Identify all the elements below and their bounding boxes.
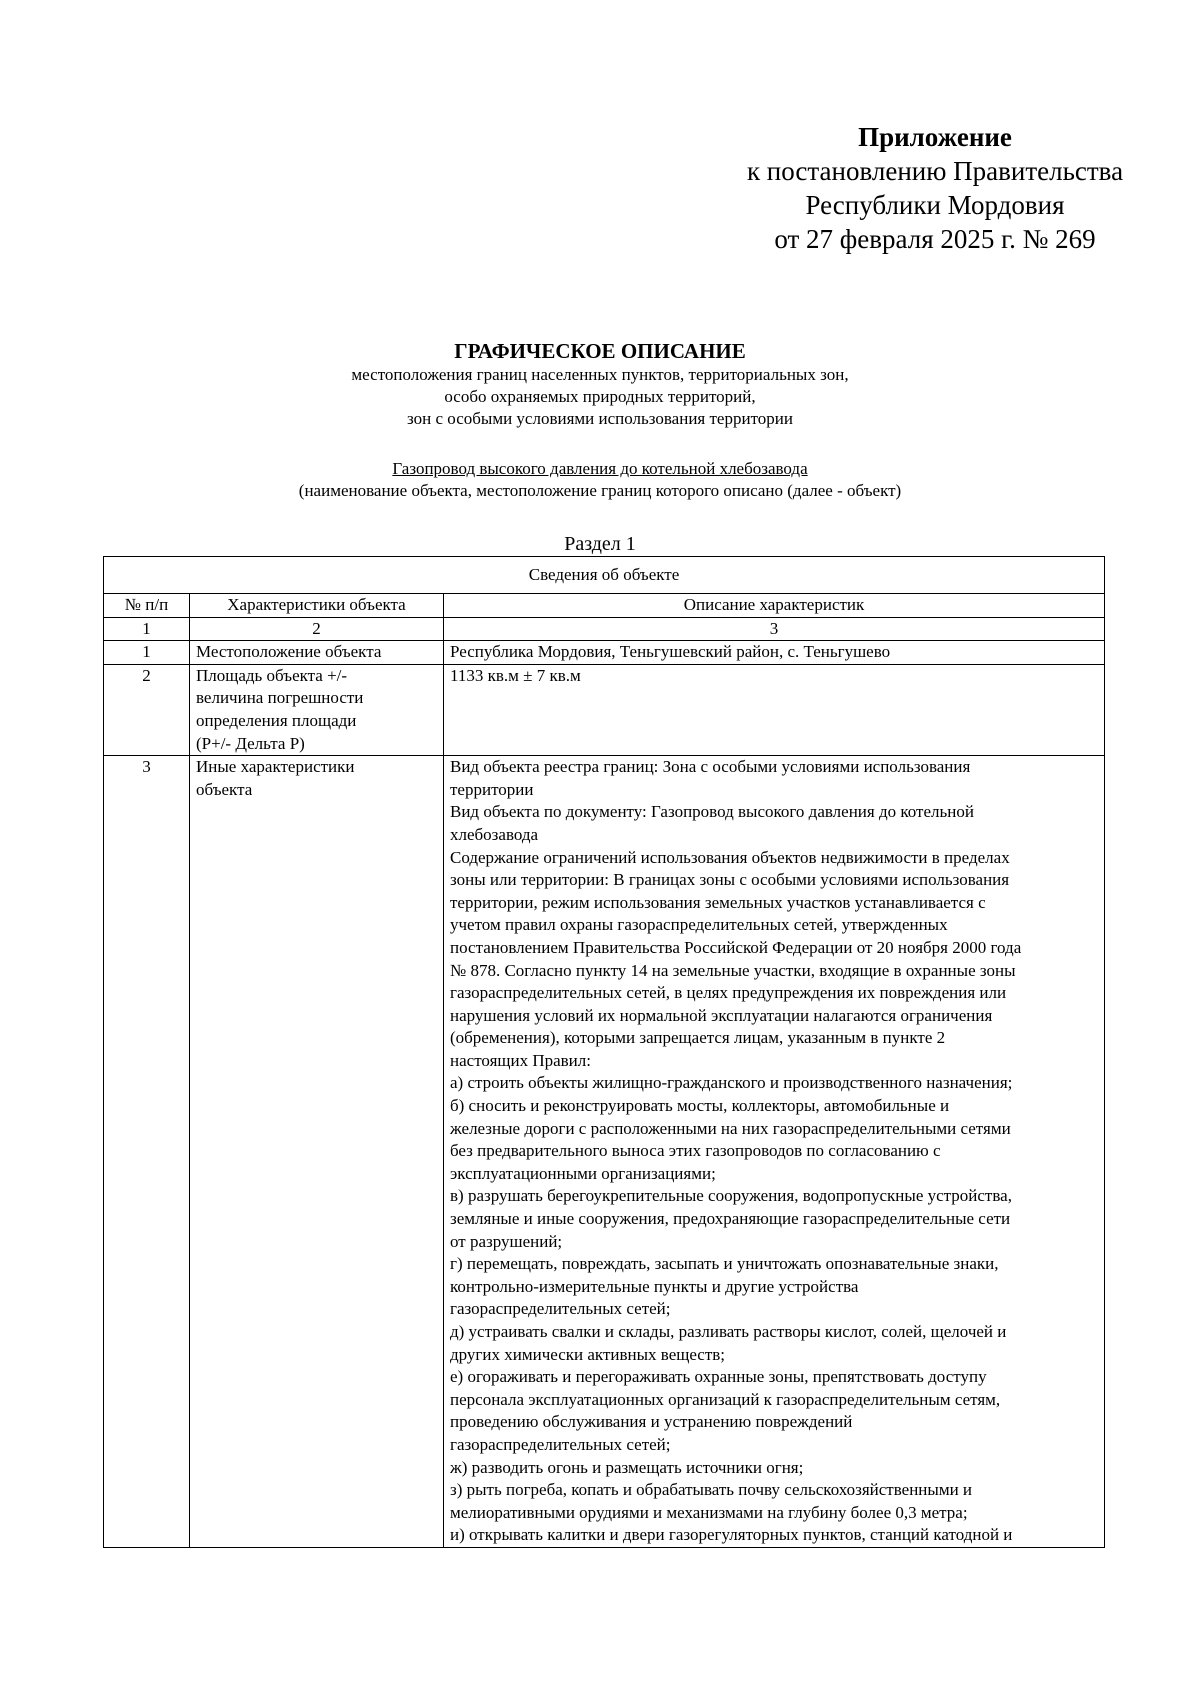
text-line: д) устраивать свалки и склады, разливать растворы кислот, солей, щелочей и — [450, 1322, 1007, 1341]
row-number: 2 — [104, 664, 190, 755]
object-info-table — [103, 556, 1105, 1548]
text-line: персонала эксплуатационных организаций к газораспределительным сетям, — [450, 1389, 1001, 1409]
text-line: определения площади — [196, 710, 357, 730]
row-description — [444, 641, 1105, 665]
row-description — [444, 664, 1105, 755]
text-line: железные дороги с расположенными на них газораспределительными сетями — [450, 1118, 1011, 1138]
text-line: Содержание ограничений использования объектов недвижимости в пределах — [450, 847, 1010, 867]
table-row — [104, 641, 1105, 665]
text-line: а) строить объекты жилищно-гражданского и производственного назначения; — [450, 1073, 1013, 1093]
text-line: объекта — [196, 779, 253, 799]
text-line: Вид объекта реестра границ: Зона с особыми условиями использования — [450, 757, 971, 777]
row-characteristic — [190, 664, 444, 755]
table-numbering-row — [104, 617, 1105, 641]
text-line: и) открывать калитки и двери газорегуляторных пунктов, станций катодной и — [450, 1525, 1013, 1545]
text-line: (P+/- Дельта P) — [196, 733, 305, 753]
text-line: территории — [450, 779, 534, 799]
row-characteristic — [190, 756, 444, 1548]
row-characteristic — [190, 641, 444, 665]
header-description: Описание характеристик — [444, 594, 1105, 618]
section-label: Раздел 1 — [564, 533, 636, 555]
header-number: № п/п — [104, 594, 190, 618]
text-line: величина погрешности — [196, 688, 364, 708]
text-line: контрольно-измерительные пункты и другие устройства — [450, 1276, 859, 1296]
annex-line-3: от 27 февраля 2025 г. № 269 — [774, 224, 1096, 254]
text-line: от разрушений; — [450, 1231, 563, 1251]
text-line: Площадь объекта +/- — [196, 665, 348, 685]
text-line: газораспределительных сетей, в целях предупреждения их повреждения или — [450, 983, 1007, 1003]
text-line: без предварительного выноса этих газопроводов по согласованию с — [450, 1141, 941, 1161]
text-line: нарушения условий их нормальной эксплуатации налагаются ограничения — [450, 1005, 993, 1025]
text-line: № 878. Согласно пункту 14 на земельные участки, входящие в охранные зоны — [450, 960, 1016, 980]
text-line: Иные характеристики — [196, 757, 355, 777]
text-line: Республика Мордовия, Теньгушевский район, с. Теньгушево — [450, 642, 891, 662]
text-line: 1133 кв.м ± 7 кв.м — [450, 665, 581, 685]
table-row — [104, 756, 1105, 1548]
table-title: Сведения об объекте — [104, 557, 1105, 594]
text-line: е) огораживать и перегораживать охранные зоны, препятствовать доступу — [450, 1367, 987, 1387]
table-row — [104, 664, 1105, 755]
text-line: постановлением Правительства Российской Федерации от 20 ноября 2000 года — [450, 937, 1022, 957]
text-line: земляные и иные сооружения, предохраняющие газораспределительные сети — [450, 1209, 1011, 1229]
row-description — [444, 756, 1105, 1548]
object-name: Газопровод высокого давления до котельной хлебозавода — [392, 459, 808, 478]
column-number-3: 3 — [444, 617, 1105, 641]
heading-line-1: местоположения границ населенных пунктов, территориальных зон, — [351, 365, 849, 384]
text-line: учетом правил охраны газораспределительных сетей, утвержденных — [450, 915, 948, 935]
text-line: настоящих Правил: — [450, 1050, 591, 1070]
text-line: Вид объекта по документу: Газопровод высокого давления до котельной — [450, 802, 974, 822]
document-title: ГРАФИЧЕСКОЕ ОПИСАНИЕ — [454, 339, 746, 363]
text-line: газораспределительных сетей; — [450, 1299, 671, 1319]
column-number-2: 2 — [190, 617, 444, 641]
annex-line-1: к постановлению Правительства — [746, 156, 1124, 186]
object-name-block — [100, 458, 1100, 502]
row-number: 1 — [104, 641, 190, 665]
text-line: других химически активных веществ; — [450, 1344, 726, 1364]
text-line: (обременения), которыми запрещается лицам, указанным в пункте 2 — [450, 1028, 946, 1048]
text-line: эксплуатационными организациями; — [450, 1163, 716, 1183]
text-line: з) рыть погреба, копать и обрабатывать почву сельскохозяйственными и — [450, 1480, 973, 1500]
text-line: Местоположение объекта — [196, 642, 382, 662]
table-header-row — [104, 594, 1105, 618]
heading-line-3: зон с особыми условиями использования территории — [407, 409, 793, 428]
annex-title: Приложение — [858, 122, 1012, 152]
text-line: г) перемещать, повреждать, засыпать и уничтожать опознавательные знаки, — [450, 1254, 999, 1274]
heading-line-2: особо охраняемых природных территорий, — [444, 387, 756, 406]
text-line: б) сносить и реконструировать мосты, коллекторы, автомобильные и — [450, 1096, 950, 1116]
text-line: зоны или территории: В границах зоны с особыми условиями использования — [450, 870, 1010, 890]
text-line: хлебозавода — [450, 824, 539, 844]
text-line: проведению обслуживания и устранению повреждений — [450, 1412, 853, 1432]
row-number: 3 — [104, 756, 190, 1548]
column-number-1: 1 — [104, 617, 190, 641]
text-line: газораспределительных сетей; — [450, 1434, 671, 1454]
text-line: мелиоративными орудиями и механизмами на глубину более 0,3 метра; — [450, 1502, 968, 1522]
annex-block — [700, 120, 1170, 256]
table-title-row — [104, 557, 1105, 594]
text-line: территории, режим использования земельных участков устанавливается с — [450, 892, 986, 912]
text-line: ж) разводить огонь и размещать источники огня; — [450, 1457, 804, 1477]
object-caption: (наименование объекта, местоположение границ которого описано (далее - объект) — [298, 481, 902, 500]
annex-line-2: Республики Мордовия — [805, 190, 1065, 220]
header-characteristic: Характеристики объекта — [190, 594, 444, 618]
text-line: в) разрушать берегоукрепительные сооружения, водопропускные устройства, — [450, 1186, 1012, 1206]
document-heading — [100, 338, 1100, 430]
